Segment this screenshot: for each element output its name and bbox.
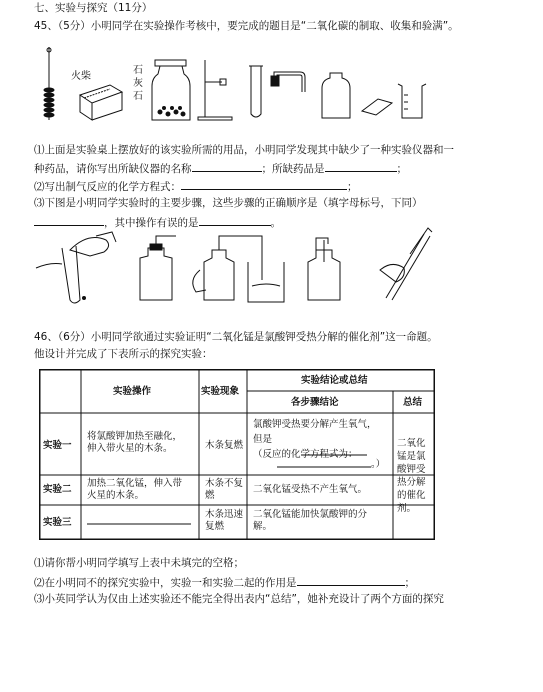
q46-sub1: ⑴请你帮小明同学填写上表中未填完的空格； (34, 557, 244, 569)
q46-stem-line1: 46、（6分）小明同学欲通过实验证明“二氧化锰是氯酸钾受热分解的催化剂”这一命题。 (34, 331, 438, 343)
row-conclusion-line1: 二氧化锰能加快氯酸钾的分 解。 (253, 509, 368, 532)
q46-sub2: ⑵在小明同不的探究实验中，实验一和实验二起的作用是 ； (34, 577, 415, 589)
row-operation: 加热二氧化锰，伸入带 火星的木条。 (87, 478, 183, 501)
q45-stem: 45、（5分）小明同学在实验操作考核中，要完成的题目是“二氧化碳的制取、收集和验满”。 (34, 20, 459, 32)
q45-p1-line2: 种药品，请你写出所缺仪器的名称 ；所缺药品是 ； (34, 163, 407, 175)
step-b-flask-icon (140, 236, 176, 300)
row-name: 实验一 (43, 440, 72, 451)
row-conclusion-line3-end: 。） (371, 459, 386, 470)
header-summary: 总结 (403, 397, 423, 408)
q45-p1-line1: ⑴上面是实验桌上摆放好的该实验所需的用品，小明同学发现其中缺少了一种实验仪器和一 (34, 144, 454, 156)
header-operation: 实验操作 (113, 386, 152, 397)
row-conclusion-line1: 氯酸钾受热要分解产生氧气， (253, 419, 377, 430)
step-c-gas-check-icon (193, 236, 284, 302)
role-blank[interactable] (297, 575, 405, 586)
section-title: 七、实验与探究（11分） (34, 2, 153, 14)
header-conclusion: 实验结论或总结 (301, 375, 368, 386)
row-conclusion-line1: 二氧化锰受热不产生氧气。 (253, 484, 368, 495)
row-phenomenon: 木条迅速 复燃 (205, 509, 244, 532)
header-phenomenon: 实验现象 (201, 386, 240, 397)
step-d-collect-icon (308, 238, 340, 300)
row-name: 实验二 (43, 484, 72, 495)
step-e-dropper-icon (380, 228, 432, 300)
step-a-adding-solid-icon (36, 232, 116, 303)
header-step: 各步骤结论 (291, 397, 339, 408)
row-conclusion-line2: 但是 (253, 434, 273, 445)
limestone-label: 石 灰 石 (133, 65, 143, 102)
q46-stem-line2: 他设计并完成了下表所示的探究实验： (34, 348, 213, 360)
q45-p3-line2: ，其中操作有误的是 。 (34, 215, 281, 230)
q45-p3-line1: ⑶下图是小明同学实验时的主要步骤，这些步骤的正确顺序是（填字母标号，下同） (34, 197, 423, 209)
experiment-table (39, 369, 435, 540)
row-operation: 将氯酸钾加热至融化， 伸入带火星的木条。 (87, 431, 183, 454)
matches-label: 火柴 (71, 71, 91, 82)
q45-p2: ⑵写出制气反应的化学方程式： ； (34, 181, 358, 193)
summary-cell: 二氧化 锰是氯 酸钾受 热分解 的催化 剂。 (397, 438, 426, 514)
row-conclusion-line3: （反应的化学方程式为： (253, 449, 358, 460)
row-phenomenon: 木条复燃 (205, 440, 244, 451)
row-phenomenon: 木条不复 燃 (205, 478, 244, 501)
q46-sub3: ⑶小英同学认为仅由上述实验还不能完全得出表内“总结”，她补充设计了两个方面的探究 (34, 593, 444, 605)
row-name: 实验三 (43, 517, 72, 528)
